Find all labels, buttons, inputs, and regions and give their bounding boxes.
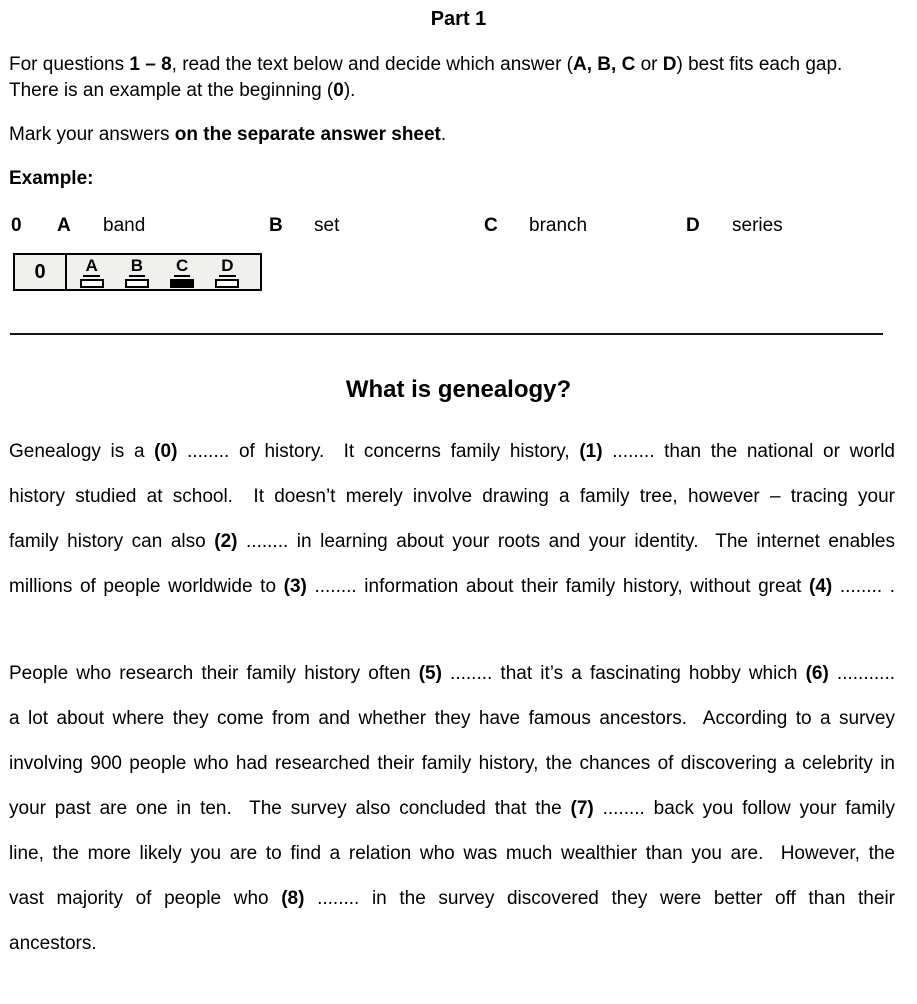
example-options-row: [0, 213, 917, 239]
option-word-b: set: [314, 215, 340, 236]
answer-lozenge-d: [215, 279, 239, 288]
paragraph-2-line-7: ancestors.: [9, 933, 97, 954]
answer-lozenge-c: [170, 279, 194, 288]
answer-choice-letter-d: D: [221, 256, 234, 275]
instructions-line-2: There is an example at the beginning (0).: [9, 80, 356, 101]
part-title: Part 1: [430, 8, 487, 30]
answer-lozenge-a: [80, 279, 104, 288]
passage-paragraph-1: [9, 429, 895, 609]
option-word-c: branch: [529, 215, 588, 236]
answer-choice-letter-c: C: [175, 256, 189, 275]
answer-choice-a: [69, 257, 114, 289]
example-question-number: 0: [11, 215, 22, 236]
mark-answers-note: Mark your answers on the separate answer sheet.: [9, 124, 447, 145]
option-letter-a: A: [57, 215, 71, 236]
option-letter-b: B: [269, 215, 283, 236]
answer-choice-c: [160, 257, 205, 289]
passage-title: What is genealogy?: [345, 376, 572, 403]
paragraph-2-line-4: your past are one in ten. The survey also concluded that the (7) ........ back you follow your family: [9, 798, 896, 819]
option-word-d: series: [732, 215, 783, 236]
paragraph-2-line-5: line, the more likely you are to find a relation who was much wealthier than you are. However, the: [9, 843, 895, 864]
paragraph-2-line-6: vast majority of people who (8) ........ in the survey discovered they were better off than their: [9, 888, 895, 909]
option-letter-c: C: [484, 215, 498, 236]
section-divider-line: [10, 333, 883, 335]
instructions: [9, 52, 909, 104]
answer-box-number: 0: [15, 255, 67, 289]
paragraph-1-line-2: history studied at school. It doesn’t merely involve drawing a family tree, however – tracing your: [9, 486, 895, 507]
option-letter-d: D: [686, 215, 700, 236]
answer-choice-d: [205, 257, 250, 289]
answer-choice-letter-a: A: [85, 256, 98, 275]
paragraph-1-line-3: family history can also (2) ........ in learning about your roots and your identity. The internet enables: [9, 531, 895, 552]
example-label: Example:: [9, 168, 94, 189]
answer-lozenge-b: [125, 279, 149, 288]
paragraph-2-line-2: a lot about where they come from and whether they have famous ancestors. According to a survey: [9, 708, 895, 729]
passage-paragraph-2: [9, 651, 895, 966]
paragraph-1-line-1: Genealogy is a (0) ........ of history. It concerns family history, (1) ........ than the national or world: [9, 441, 896, 462]
answer-box-choices: [67, 255, 260, 289]
example-answer-box: [13, 253, 262, 291]
paragraph-2-line-3: involving 900 people who had researched their family history, the chances of discovering a celebrity in: [9, 753, 895, 774]
paragraph-2-line-1: People who research their family history often (5) ........ that it’s a fascinating hobby which (6) ...........: [9, 663, 895, 684]
paragraph-1-line-4: millions of people worldwide to (3) ........ information about their family history, without great (4) ........ .: [9, 576, 895, 597]
instructions-line-1: For questions 1 – 8, read the text below and decide which answer (A, B, C or D) best fits each gap.: [9, 54, 843, 75]
answer-choice-letter-b: B: [130, 256, 144, 275]
answer-choice-b: [114, 257, 159, 289]
option-word-a: band: [103, 215, 146, 236]
